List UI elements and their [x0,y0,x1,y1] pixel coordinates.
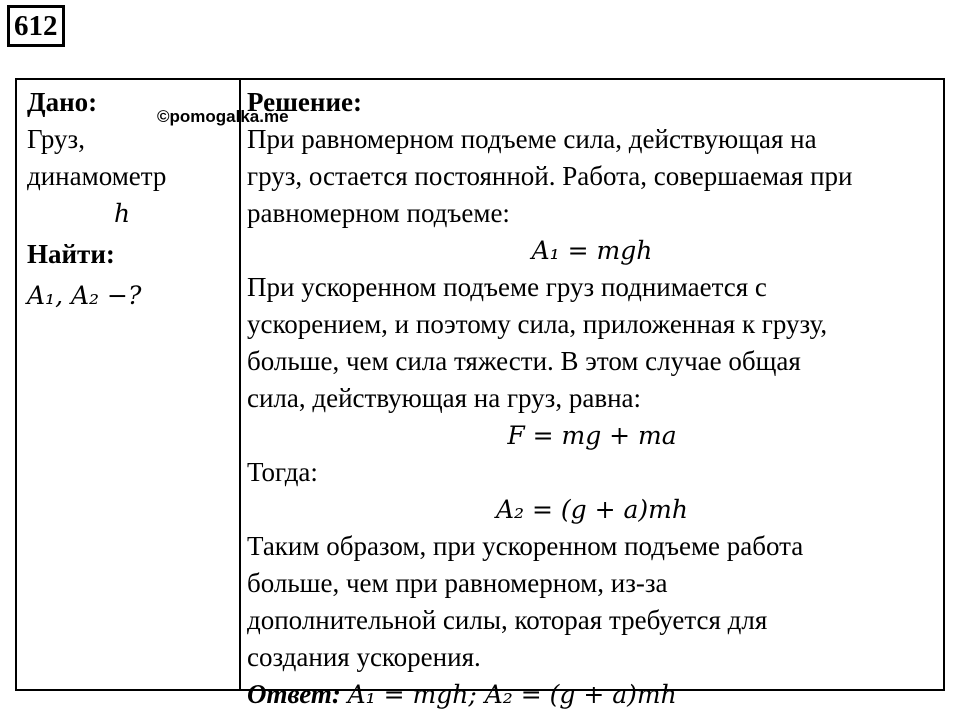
equation-work-accelerated: A₂ = (g + a)mh [496,495,688,524]
solution-text-line: груз, остается постоянной. Работа, совершаемая при [247,161,853,191]
solution-text-line: При равномерном подъеме сила, действующая на [247,124,817,154]
given-line: динамометр [27,161,167,191]
solution-text-line: больше, чем при равномерном, из-за [247,568,668,598]
given-variable: h [113,199,131,228]
column-divider [239,80,241,689]
problem-number: 612 [7,5,65,47]
given-line: Груз, [27,124,85,154]
solution-text-line: дополнительной силы, которая требуется для [247,605,768,635]
solution-heading: Решение: [247,87,362,117]
solution-text-line: ускорением, и поэтому сила, приложенная к грузу, [247,309,828,339]
find-heading: Найти: [27,239,115,269]
answer-value: A₁ = mgh; A₂ = (g + a)mh [347,680,677,709]
solution-column [247,84,937,713]
solution-text-line: Тогда: [247,457,318,487]
equation-force: F = mg + ma [507,421,677,450]
solution-text-line: Таким образом, при ускоренном подъеме работа [247,531,804,561]
find-value: A₁, A₂ −? [27,281,142,310]
answer-label: Ответ: [247,679,341,709]
solution-text-line: сила, действующая на груз, равна: [247,383,642,413]
given-heading: Дано: [27,87,98,117]
watermark: ©pomogalka.me [157,107,289,126]
solution-table [15,78,945,709]
solution-text-line: равномерном подъеме: [247,198,510,228]
solution-text-line: больше, чем сила тяжести. В этом случае общая [247,346,801,376]
equation-work-uniform: A₁ = mgh [531,236,653,265]
solution-text-line: При ускоренном подъеме груз поднимается с [247,272,767,302]
solution-text-line: создания ускорения. [247,642,481,672]
